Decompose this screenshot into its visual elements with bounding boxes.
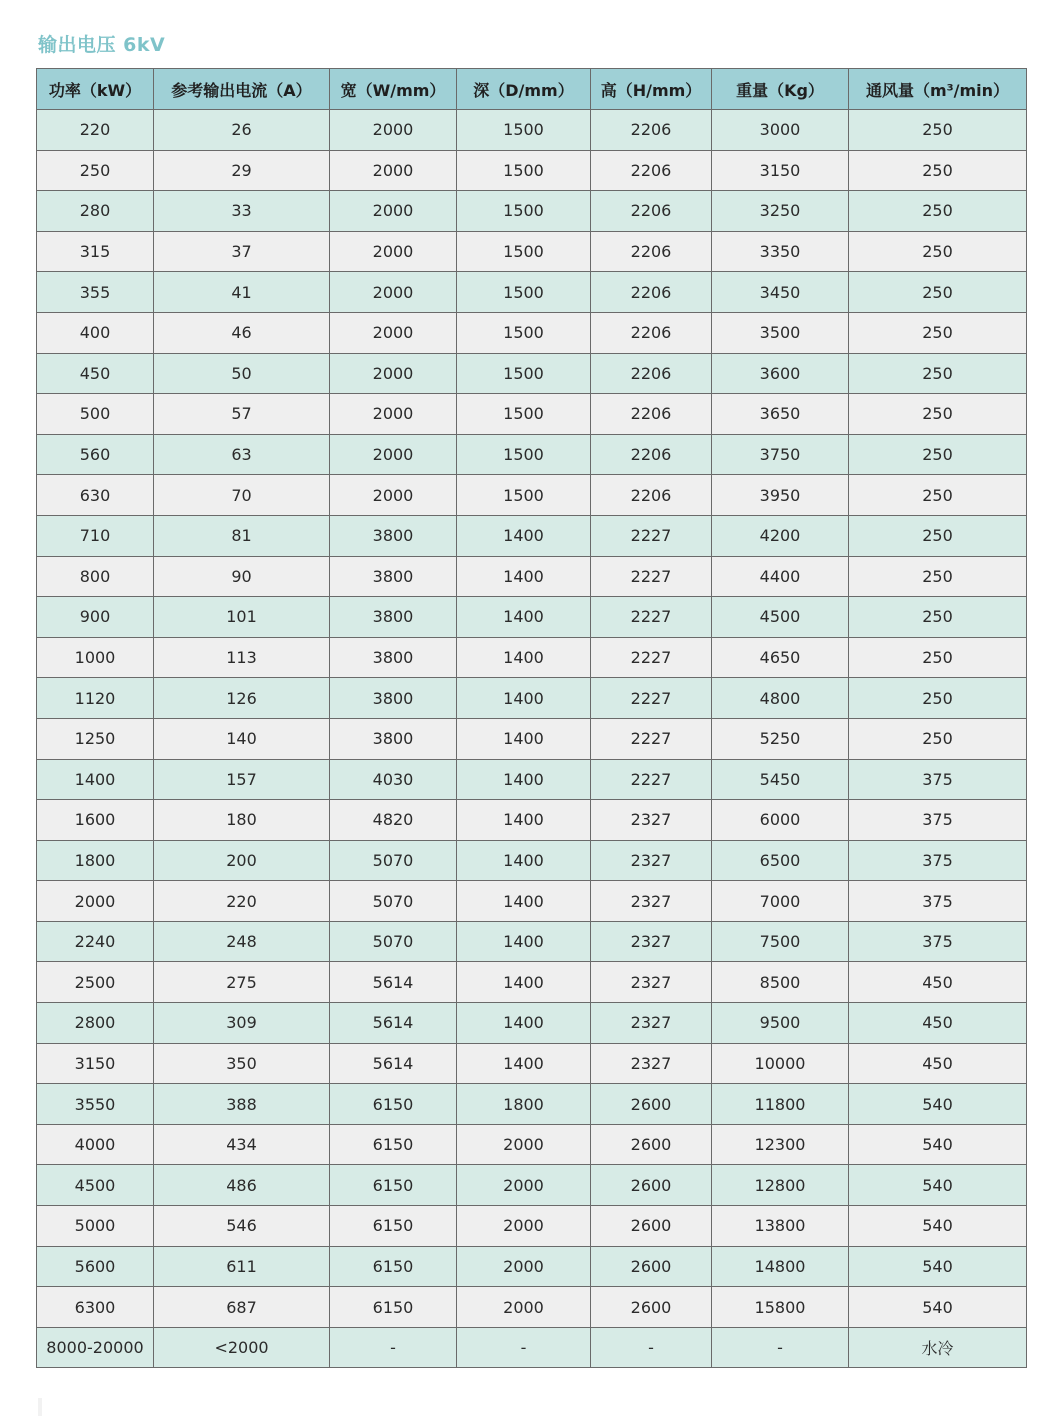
header-weight: 重量（Kg）: [712, 69, 849, 110]
cell-airflow: 450: [849, 1043, 1027, 1084]
cell-current: 46: [154, 312, 330, 353]
cell-height: 2206: [591, 272, 712, 313]
cell-current: 29: [154, 150, 330, 191]
header-depth: 深（D/mm）: [457, 69, 591, 110]
cell-current: <2000: [154, 1327, 330, 1368]
cell-height: 2600: [591, 1084, 712, 1125]
cell-power: 220: [37, 110, 154, 151]
cell-depth: 1400: [457, 515, 591, 556]
cell-weight: 4650: [712, 637, 849, 678]
table-row: [37, 394, 1027, 435]
cell-weight: 3600: [712, 353, 849, 394]
table-row: [37, 1043, 1027, 1084]
spec-table-header: [37, 69, 1027, 110]
cell-airflow: 540: [849, 1124, 1027, 1165]
cell-airflow: 375: [849, 840, 1027, 881]
cell-power: 630: [37, 475, 154, 516]
cell-height: 2206: [591, 191, 712, 232]
cell-depth: 1400: [457, 678, 591, 719]
cell-airflow: 540: [849, 1287, 1027, 1328]
cell-weight: 5450: [712, 759, 849, 800]
cell-height: 2206: [591, 231, 712, 272]
cell-weight: 3450: [712, 272, 849, 313]
cell-width: 5070: [330, 840, 457, 881]
cell-power: 4500: [37, 1165, 154, 1206]
cell-depth: 2000: [457, 1287, 591, 1328]
cell-airflow: 375: [849, 881, 1027, 922]
cell-depth: 1500: [457, 191, 591, 232]
cell-height: 2227: [591, 597, 712, 638]
cell-depth: 1400: [457, 759, 591, 800]
cell-weight: 3650: [712, 394, 849, 435]
cell-depth: 1400: [457, 962, 591, 1003]
cell-depth: 2000: [457, 1124, 591, 1165]
cell-depth: 1400: [457, 597, 591, 638]
cell-height: 2227: [591, 678, 712, 719]
cell-weight: 3350: [712, 231, 849, 272]
header-height: 高（H/mm）: [591, 69, 712, 110]
cell-weight: 11800: [712, 1084, 849, 1125]
cell-width: 5070: [330, 881, 457, 922]
cell-power: 1600: [37, 800, 154, 841]
cell-power: 2240: [37, 921, 154, 962]
cell-height: 2206: [591, 475, 712, 516]
cell-width: 2000: [330, 312, 457, 353]
table-row: [37, 597, 1027, 638]
cell-depth: 1500: [457, 272, 591, 313]
cell-weight: 3750: [712, 434, 849, 475]
cell-height: 2327: [591, 800, 712, 841]
cell-current: 63: [154, 434, 330, 475]
cell-airflow: 250: [849, 515, 1027, 556]
cell-height: 2206: [591, 353, 712, 394]
cell-depth: -: [457, 1327, 591, 1368]
cell-current: 275: [154, 962, 330, 1003]
cell-width: 3800: [330, 597, 457, 638]
table-row: [37, 272, 1027, 313]
table-row: [37, 110, 1027, 151]
cell-height: 2600: [591, 1287, 712, 1328]
cell-current: 687: [154, 1287, 330, 1328]
cell-depth: 1500: [457, 475, 591, 516]
cell-power: 6300: [37, 1287, 154, 1328]
cell-weight: 7000: [712, 881, 849, 922]
cell-width: 6150: [330, 1287, 457, 1328]
cell-height: 2227: [591, 759, 712, 800]
cell-height: 2327: [591, 881, 712, 922]
cell-height: 2227: [591, 718, 712, 759]
cell-height: 2227: [591, 515, 712, 556]
cell-power: 280: [37, 191, 154, 232]
cell-power: 500: [37, 394, 154, 435]
cell-current: 113: [154, 637, 330, 678]
cell-depth: 1400: [457, 881, 591, 922]
cell-weight: 10000: [712, 1043, 849, 1084]
cell-current: 248: [154, 921, 330, 962]
cell-current: 33: [154, 191, 330, 232]
cell-weight: 4500: [712, 597, 849, 638]
table-row: [37, 312, 1027, 353]
cell-current: 37: [154, 231, 330, 272]
cell-weight: 6500: [712, 840, 849, 881]
cell-height: 2327: [591, 962, 712, 1003]
cell-height: 2600: [591, 1165, 712, 1206]
cell-power: 3150: [37, 1043, 154, 1084]
cell-width: 5070: [330, 921, 457, 962]
cell-height: 2600: [591, 1246, 712, 1287]
cell-depth: 1500: [457, 110, 591, 151]
cell-airflow: 540: [849, 1246, 1027, 1287]
table-row: [37, 1084, 1027, 1125]
cell-depth: 1400: [457, 800, 591, 841]
cell-depth: 1400: [457, 921, 591, 962]
cell-depth: 2000: [457, 1206, 591, 1247]
cell-width: -: [330, 1327, 457, 1368]
cell-height: 2600: [591, 1124, 712, 1165]
cell-airflow: 250: [849, 110, 1027, 151]
table-row: [37, 921, 1027, 962]
cell-current: 57: [154, 394, 330, 435]
cell-power: 5000: [37, 1206, 154, 1247]
table-row: [37, 1124, 1027, 1165]
header-power: 功率（kW）: [37, 69, 154, 110]
table-row: [37, 962, 1027, 1003]
cell-weight: 7500: [712, 921, 849, 962]
cell-airflow: 375: [849, 921, 1027, 962]
cell-width: 2000: [330, 394, 457, 435]
cell-current: 388: [154, 1084, 330, 1125]
cell-airflow: 250: [849, 637, 1027, 678]
cell-power: 710: [37, 515, 154, 556]
cell-depth: 1500: [457, 434, 591, 475]
cell-airflow: 450: [849, 962, 1027, 1003]
cell-current: 101: [154, 597, 330, 638]
cell-weight: 14800: [712, 1246, 849, 1287]
cell-depth: 2000: [457, 1165, 591, 1206]
cell-airflow: 水冷: [849, 1327, 1027, 1368]
cell-weight: 4400: [712, 556, 849, 597]
cell-power: 1800: [37, 840, 154, 881]
cell-current: 486: [154, 1165, 330, 1206]
cell-weight: 13800: [712, 1206, 849, 1247]
table-row: [37, 475, 1027, 516]
page-title: 输出电压 6kV: [38, 34, 166, 56]
cell-height: 2327: [591, 1043, 712, 1084]
cell-width: 3800: [330, 718, 457, 759]
header-current: 参考输出电流（A）: [154, 69, 330, 110]
cell-current: 90: [154, 556, 330, 597]
cell-width: 2000: [330, 191, 457, 232]
cell-power: 8000-20000: [37, 1327, 154, 1368]
table-row: [37, 231, 1027, 272]
cell-width: 3800: [330, 678, 457, 719]
cell-width: 6150: [330, 1124, 457, 1165]
cell-height: 2206: [591, 312, 712, 353]
cell-weight: 15800: [712, 1287, 849, 1328]
cell-depth: 1500: [457, 312, 591, 353]
cell-current: 309: [154, 1003, 330, 1044]
cell-airflow: 250: [849, 353, 1027, 394]
cell-airflow: 250: [849, 312, 1027, 353]
cell-power: 900: [37, 597, 154, 638]
cell-airflow: 250: [849, 272, 1027, 313]
table-row: [37, 881, 1027, 922]
cell-weight: 6000: [712, 800, 849, 841]
cell-airflow: 250: [849, 394, 1027, 435]
cell-height: 2327: [591, 840, 712, 881]
cell-airflow: 540: [849, 1084, 1027, 1125]
cell-depth: 1800: [457, 1084, 591, 1125]
cell-width: 3800: [330, 515, 457, 556]
cell-weight: 9500: [712, 1003, 849, 1044]
cell-power: 3550: [37, 1084, 154, 1125]
table-row: [37, 678, 1027, 719]
cell-current: 350: [154, 1043, 330, 1084]
cell-airflow: 450: [849, 1003, 1027, 1044]
cell-current: 546: [154, 1206, 330, 1247]
cell-width: 2000: [330, 110, 457, 151]
cell-weight: 4200: [712, 515, 849, 556]
cell-airflow: 540: [849, 1165, 1027, 1206]
cell-depth: 2000: [457, 1246, 591, 1287]
cell-current: 180: [154, 800, 330, 841]
cell-width: 6150: [330, 1165, 457, 1206]
cell-width: 6150: [330, 1246, 457, 1287]
cell-power: 450: [37, 353, 154, 394]
header-width: 宽（W/mm）: [330, 69, 457, 110]
cell-height: 2206: [591, 110, 712, 151]
cell-width: 3800: [330, 637, 457, 678]
cell-airflow: 250: [849, 718, 1027, 759]
cell-depth: 1400: [457, 840, 591, 881]
table-row: [37, 191, 1027, 232]
cell-airflow: 250: [849, 150, 1027, 191]
table-row: [37, 353, 1027, 394]
header-row: [37, 69, 1027, 110]
table-row: [37, 637, 1027, 678]
table-row: [37, 556, 1027, 597]
cell-current: 50: [154, 353, 330, 394]
cell-height: 2227: [591, 556, 712, 597]
cell-depth: 1500: [457, 353, 591, 394]
cell-width: 4820: [330, 800, 457, 841]
cell-weight: 3150: [712, 150, 849, 191]
cell-width: 4030: [330, 759, 457, 800]
cell-depth: 1500: [457, 150, 591, 191]
spec-table: [36, 68, 1027, 1368]
cell-airflow: 250: [849, 434, 1027, 475]
cell-weight: 3000: [712, 110, 849, 151]
cell-weight: 12800: [712, 1165, 849, 1206]
cell-depth: 1400: [457, 556, 591, 597]
cell-weight: 5250: [712, 718, 849, 759]
cell-current: 126: [154, 678, 330, 719]
cell-width: 2000: [330, 353, 457, 394]
cell-weight: 12300: [712, 1124, 849, 1165]
cell-width: 6150: [330, 1206, 457, 1247]
cell-power: 1120: [37, 678, 154, 719]
cell-power: 2800: [37, 1003, 154, 1044]
cell-width: 2000: [330, 231, 457, 272]
cell-current: 81: [154, 515, 330, 556]
table-row: [37, 800, 1027, 841]
cell-width: 5614: [330, 962, 457, 1003]
cell-current: 157: [154, 759, 330, 800]
cell-power: 315: [37, 231, 154, 272]
cell-weight: 3500: [712, 312, 849, 353]
cell-height: 2327: [591, 1003, 712, 1044]
cell-height: 2206: [591, 150, 712, 191]
cell-width: 3800: [330, 556, 457, 597]
cell-airflow: 250: [849, 556, 1027, 597]
header-airflow: 通风量（m³/min）: [849, 69, 1027, 110]
cell-weight: 3250: [712, 191, 849, 232]
cell-current: 26: [154, 110, 330, 151]
page-edge-mark: [38, 1398, 42, 1416]
cell-power: 5600: [37, 1246, 154, 1287]
cell-power: 355: [37, 272, 154, 313]
cell-current: 200: [154, 840, 330, 881]
table-row: [37, 1165, 1027, 1206]
table-row: [37, 1206, 1027, 1247]
cell-depth: 1500: [457, 394, 591, 435]
cell-width: 2000: [330, 150, 457, 191]
cell-width: 5614: [330, 1043, 457, 1084]
table-row: [37, 515, 1027, 556]
cell-power: 2500: [37, 962, 154, 1003]
cell-current: 140: [154, 718, 330, 759]
cell-height: 2206: [591, 434, 712, 475]
cell-power: 4000: [37, 1124, 154, 1165]
cell-weight: 3950: [712, 475, 849, 516]
cell-power: 1000: [37, 637, 154, 678]
cell-airflow: 540: [849, 1206, 1027, 1247]
cell-depth: 1400: [457, 1003, 591, 1044]
cell-airflow: 250: [849, 191, 1027, 232]
cell-airflow: 250: [849, 231, 1027, 272]
table-row: [37, 759, 1027, 800]
cell-power: 560: [37, 434, 154, 475]
table-row: [37, 150, 1027, 191]
table-row: [37, 1246, 1027, 1287]
cell-airflow: 250: [849, 597, 1027, 638]
spec-table-body: [37, 110, 1027, 1368]
cell-depth: 1400: [457, 637, 591, 678]
cell-current: 611: [154, 1246, 330, 1287]
table-row: [37, 1003, 1027, 1044]
cell-power: 800: [37, 556, 154, 597]
cell-depth: 1400: [457, 718, 591, 759]
cell-depth: 1500: [457, 231, 591, 272]
cell-power: 1400: [37, 759, 154, 800]
cell-height: 2206: [591, 394, 712, 435]
cell-weight: 4800: [712, 678, 849, 719]
table-row: [37, 840, 1027, 881]
cell-power: 400: [37, 312, 154, 353]
table-row: [37, 434, 1027, 475]
cell-airflow: 250: [849, 475, 1027, 516]
cell-width: 2000: [330, 434, 457, 475]
cell-height: 2327: [591, 921, 712, 962]
table-row: [37, 1287, 1027, 1328]
cell-airflow: 375: [849, 800, 1027, 841]
cell-width: 6150: [330, 1084, 457, 1125]
cell-depth: 1400: [457, 1043, 591, 1084]
cell-height: 2600: [591, 1206, 712, 1247]
cell-current: 41: [154, 272, 330, 313]
cell-weight: 8500: [712, 962, 849, 1003]
cell-width: 2000: [330, 272, 457, 313]
table-row: [37, 1327, 1027, 1368]
cell-height: -: [591, 1327, 712, 1368]
table-row: [37, 718, 1027, 759]
cell-airflow: 375: [849, 759, 1027, 800]
cell-power: 1250: [37, 718, 154, 759]
cell-weight: -: [712, 1327, 849, 1368]
cell-airflow: 250: [849, 678, 1027, 719]
cell-width: 5614: [330, 1003, 457, 1044]
cell-height: 2227: [591, 637, 712, 678]
cell-width: 2000: [330, 475, 457, 516]
cell-current: 434: [154, 1124, 330, 1165]
cell-current: 70: [154, 475, 330, 516]
cell-current: 220: [154, 881, 330, 922]
cell-power: 2000: [37, 881, 154, 922]
cell-power: 250: [37, 150, 154, 191]
